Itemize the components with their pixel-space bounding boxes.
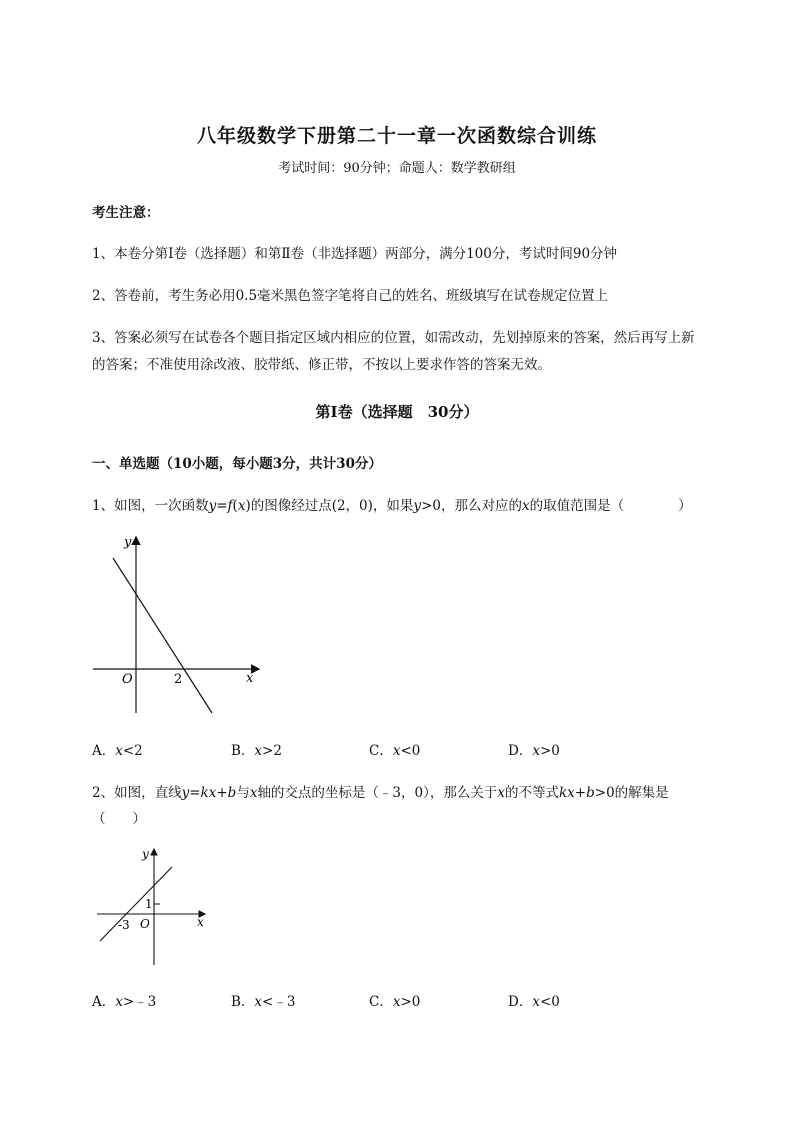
notice-item-2: 2、答卷前，考生务必用0.5毫米黑色签字笔将自己的姓名、班级填写在试卷规定位置上 bbox=[92, 288, 609, 304]
y-axis-label: y bbox=[124, 535, 132, 550]
y-axis-label: y bbox=[142, 847, 149, 861]
notice-item-1: 1、本卷分第I卷（选择题）和第Ⅱ卷（非选择题）两部分，满分100分，考试时间90分钟 bbox=[92, 246, 618, 262]
q1-option-d[interactable]: D．x>0 bbox=[508, 743, 560, 759]
function-line bbox=[100, 867, 172, 941]
question-1-stem: 1、如图，一次函数y=f(x)的图像经过点(2，0)，如果y>0，那么对应的x的取值范围是（ ） bbox=[92, 498, 692, 514]
exam-info: 考试时间：90分钟；命题人：数学教研组 bbox=[278, 161, 516, 176]
notice-heading: 考生注意： bbox=[92, 205, 160, 221]
q1-option-c[interactable]: C．x<0 bbox=[369, 743, 421, 759]
question-2-graph bbox=[92, 845, 217, 970]
x-intercept-label: 2 bbox=[174, 672, 183, 687]
notice-item-3-cont: 的答案；不准使用涂改液、胶带纸、修正带，不按以上要求作答的答案无效。 bbox=[92, 357, 551, 373]
question-2-stem-line2: （ ） bbox=[92, 811, 146, 827]
origin-label: O bbox=[122, 672, 133, 687]
origin-label: O bbox=[140, 917, 150, 931]
x-intercept-label: -3 bbox=[118, 918, 130, 932]
y-tick-label: 1 bbox=[145, 897, 153, 911]
page-title: 八年级数学下册第二十一章一次函数综合训练 bbox=[196, 125, 597, 147]
q1-option-b[interactable]: B．x>2 bbox=[231, 743, 282, 759]
x-axis-label: x bbox=[197, 915, 204, 929]
question-2-stem: 2、如图，直线y=kx+b与x轴的交点的坐标是（﹣3，0），那么关于x的不等式kx+b>0的解集是 bbox=[92, 785, 669, 801]
notice-item-3: 3、答案必须写在试卷各个题目指定区域内相应的位置，如需改动，先划掉原来的答案，然后再写上新 bbox=[92, 330, 695, 346]
q2-option-c[interactable]: C．x>0 bbox=[369, 994, 421, 1010]
part-heading: 一、单选题（10小题，每小题3分，共计30分） bbox=[92, 456, 382, 472]
q1-option-a[interactable]: A．x<2 bbox=[92, 743, 143, 759]
q2-option-d[interactable]: D．x<0 bbox=[508, 994, 560, 1010]
function-line bbox=[113, 558, 212, 713]
section-title: 第I卷（选择题 30分） bbox=[315, 403, 479, 421]
q2-option-b[interactable]: B．x<﹣3 bbox=[231, 994, 296, 1010]
x-axis-label: x bbox=[246, 671, 254, 686]
q2-option-a[interactable]: A．x>﹣3 bbox=[92, 994, 157, 1010]
question-1-graph bbox=[88, 530, 268, 720]
